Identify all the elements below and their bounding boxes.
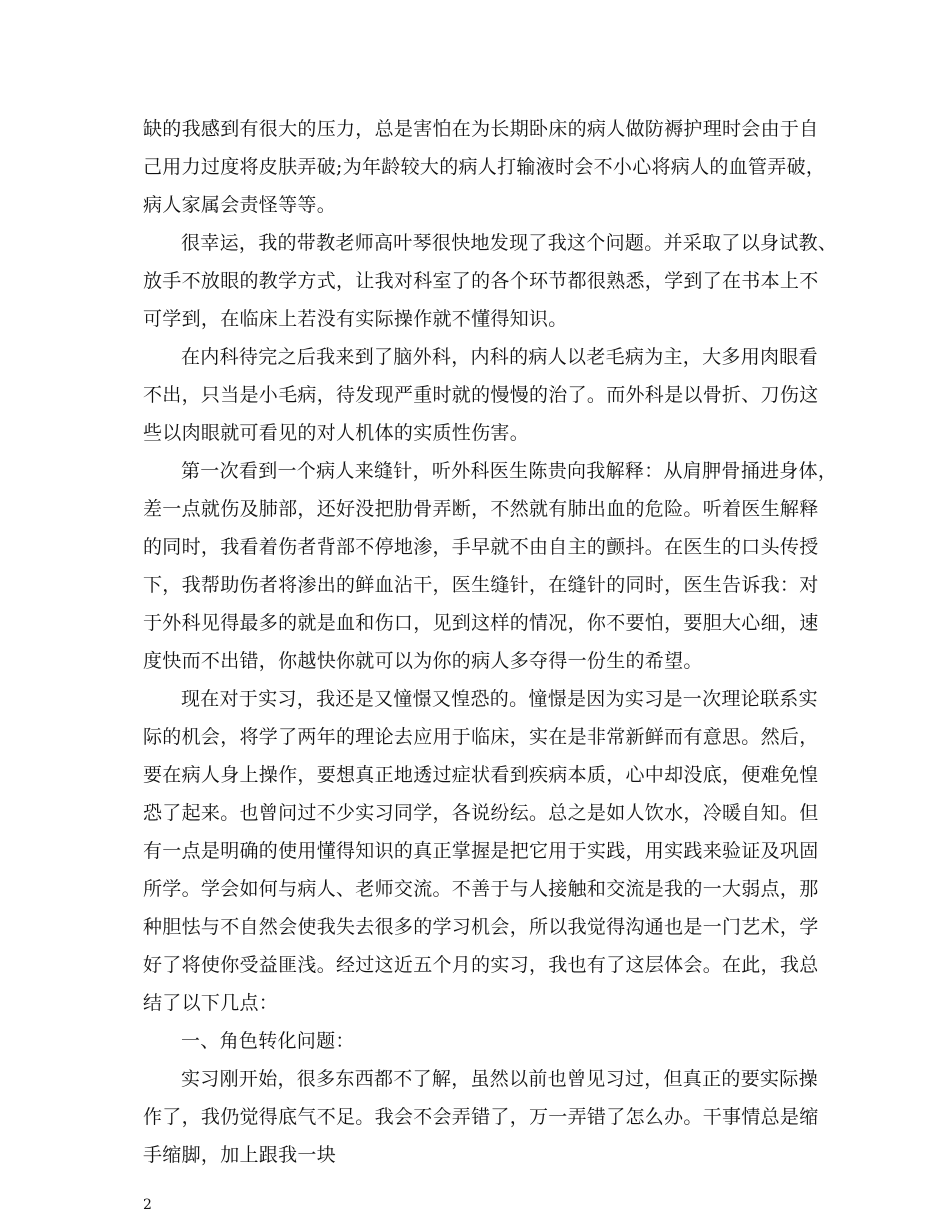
text-line: 放手不放眼的教学方式，让我对科室了的各个环节都很熟悉，学到了在书本上不 — [143, 270, 819, 292]
text-line: 好了将使你受益匪浅。经过这近五个月的实习，我也有了这层体会。在此，我总 — [143, 954, 819, 976]
text-line: 际的机会，将学了两年的理论去应用于临床，实在是非常新鲜而有意思。然后， — [143, 726, 819, 748]
text-line: 现在对于实习，我还是又憧憬又惶恐的。憧憬是因为实习是一次理论联系实 — [181, 688, 818, 710]
text-line: 作了，我仍觉得底气不足。我会不会弄错了，万一弄错了怎么办。干事情总是缩 — [143, 1106, 819, 1128]
text-line: 种胆怯与不自然会使我失去很多的学习机会，所以我觉得沟通也是一门艺术，学 — [143, 916, 819, 938]
text-line: 度快而不出错，你越快你就可以为你的病人多夺得一份生的希望。 — [143, 650, 703, 672]
text-line: 己用力过度将皮肤弄破;为年龄较大的病人打输液时会不小心将病人的血管弄破， — [143, 156, 826, 178]
text-line: 很幸运，我的带教老师高叶琴很快地发现了我这个问题。并采取了以身试教、 — [181, 232, 838, 254]
text-line: 些以肉眼就可看见的对人机体的实质性伤害。 — [143, 422, 530, 444]
text-line: 在内科待完之后我来到了脑外科，内科的病人以老毛病为主，大多用肉眼看 — [181, 346, 818, 368]
text-line: 的同时，我看着伤者背部不停地渗，手早就不由自主的颤抖。在医生的口头传授 — [143, 536, 819, 558]
text-line: 手缩脚，加上跟我一块 — [143, 1144, 337, 1166]
text-line: 不出，只当是小毛病，待发现严重时就的慢慢的治了。而外科是以骨折、刀伤这 — [143, 384, 819, 406]
text-line: 要在病人身上操作，要想真正地透过症状看到疾病本质，心中却没底，便难免惶 — [143, 764, 819, 786]
text-line: 病人家属会责怪等等。 — [143, 194, 337, 216]
text-line: 结了以下几点： — [143, 992, 279, 1014]
text-line: 实习刚开始，很多东西都不了解，虽然以前也曾见习过，但真正的要实际操 — [181, 1068, 818, 1090]
text-line: 缺的我感到有很大的压力，总是害怕在为长期卧床的病人做防褥护理时会由于自 — [143, 118, 819, 140]
page-number: 2 — [143, 1197, 152, 1213]
text-line: 差一点就伤及肺部，还好没把肋骨弄断，不然就有肺出血的危险。听着医生解释 — [143, 498, 819, 520]
text-line: 恐了起来。也曾问过不少实习同学，各说纷纭。总之是如人饮水，冷暖自知。但 — [143, 802, 819, 824]
text-line: 下，我帮助伤者将渗出的鲜血沾干，医生缝针，在缝针的同时，医生告诉我：对 — [143, 574, 819, 596]
text-line: 第一次看到一个病人来缝针，听外科医生陈贵向我解释：从肩胛骨捅进身体， — [181, 460, 838, 482]
text-line: 有一点是明确的使用懂得知识的真正掌握是把它用于实践，用实践来验证及巩固 — [143, 840, 819, 862]
text-line: 于外科见得最多的就是血和伤口，见到这样的情况，你不要怕，要胆大心细，速 — [143, 612, 819, 634]
text-line: 可学到，在临床上若没有实际操作就不懂得知识。 — [143, 308, 568, 330]
section-heading: 一、角色转化问题： — [181, 1030, 355, 1052]
text-line: 所学。学会如何与病人、老师交流。不善于与人接触和交流是我的一大弱点，那 — [143, 878, 819, 900]
